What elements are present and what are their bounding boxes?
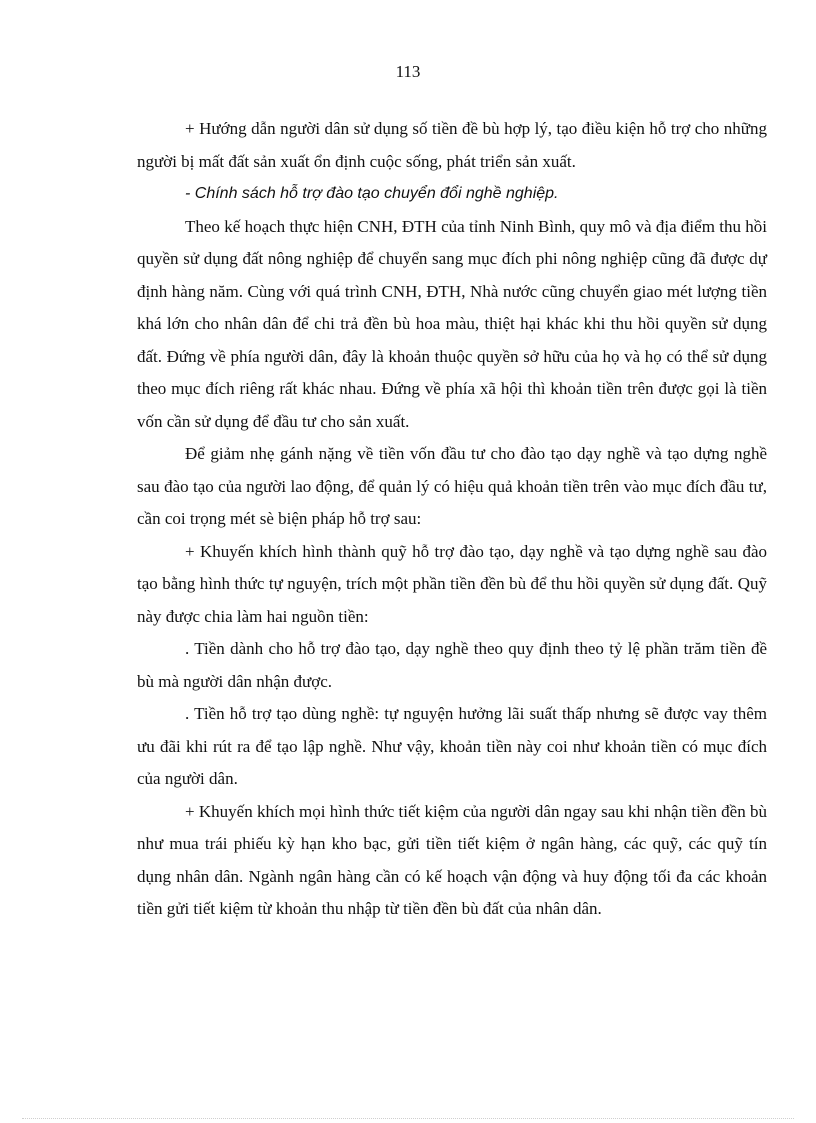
paragraph-training-money: . Tiền dành cho hỗ trợ đào tạo, dạy nghề theo quy định theo tỷ lệ phần trăm tiền đề bù mà người dân nhận được.	[137, 639, 767, 691]
paragraph-industrialization-plan: Theo kế hoạch thực hiện CNH, ĐTH của tỉnh Ninh Bình, quy mô và địa điểm thu hồi quyền sử dụng đất nông nghiệp để chuyển sang mục đích phi nông nghiệp cũng đã được dự định hàng năm. Cùng với quá trình CNH, ĐTH, Nhà nước cũng chuyển giao mét lượng tiền khá lớn cho nhân dân để chi trả đền bù hoa màu, thiệt hại khác khi thu hồi quyền sử dụng đất. Đứng về phía người dân, đây là khoản thuộc quyền sở hữu của họ và họ có thể sử dụng theo mục đích riêng rất khác nhau. Đứng về phía xã hội thì khoản tiền trên được gọi là tiền vốn cần sử dụng để đầu tư cho sản xuất.	[137, 216, 767, 431]
paragraph-vocation-support-money: . Tiền hỗ trợ tạo dùng nghề: tự nguyện hưởng lãi suất thấp nhưng sẽ được vay thêm ưu đãi khi rút ra để tạo lập nghề. Như vậy, khoản tiền này coi như khoản tiền có mục đích của người dân.	[137, 704, 767, 788]
paragraph-encourage-saving: + Khuyến khích mọi hình thức tiết kiệm của người dân ngay sau khi nhận tiền đền bù như mua trái phiếu kỳ hạn kho bạc, gửi tiền tiết kiệm ở ngân hàng, các quỹ, các quỹ tín dụng nhân dân. Ngành ngân hàng cần có kế hoạch vận động và huy động tối đa các khoản tiền gửi tiết kiệm từ khoản thu nhập từ tiền đền bù đất của nhân dân.	[137, 801, 767, 918]
page-number: 113	[395, 62, 421, 81]
document-body	[137, 113, 767, 926]
footer-divider	[22, 1118, 794, 1119]
paragraph-support-guidance: + Hướng dẫn người dân sử dụng số tiền đề bù hợp lý, tạo điều kiện hỗ trợ cho những người bị mất đất sản xuất ổn định cuộc sống, phát triển sản xuất.	[137, 119, 767, 171]
paragraph-encourage-fund: + Khuyến khích hình thành quỹ hỗ trợ đào tạo, dạy nghề và tạo dựng nghề sau đào tạo bằng hình thức tự nguyện, trích một phần tiền đền bù để thu hồi quyền sử dụng đất. Quỹ này được chia làm hai nguồn tiền:	[137, 541, 767, 626]
section-heading-training-policy: - Chính sách hỗ trợ đào tạo chuyển đổi nghề nghiệp.	[185, 185, 559, 202]
paragraph-reduce-burden: Để giảm nhẹ gánh nặng về tiền vốn đầu tư cho đào tạo dạy nghề và tạo dựng nghề sau đào tạo của người lao động, để quản lý có hiệu quả khoản tiền trên vào mục đích đầu tư, cần coi trọng mét sè biện pháp hỗ trợ sau:	[137, 444, 767, 528]
